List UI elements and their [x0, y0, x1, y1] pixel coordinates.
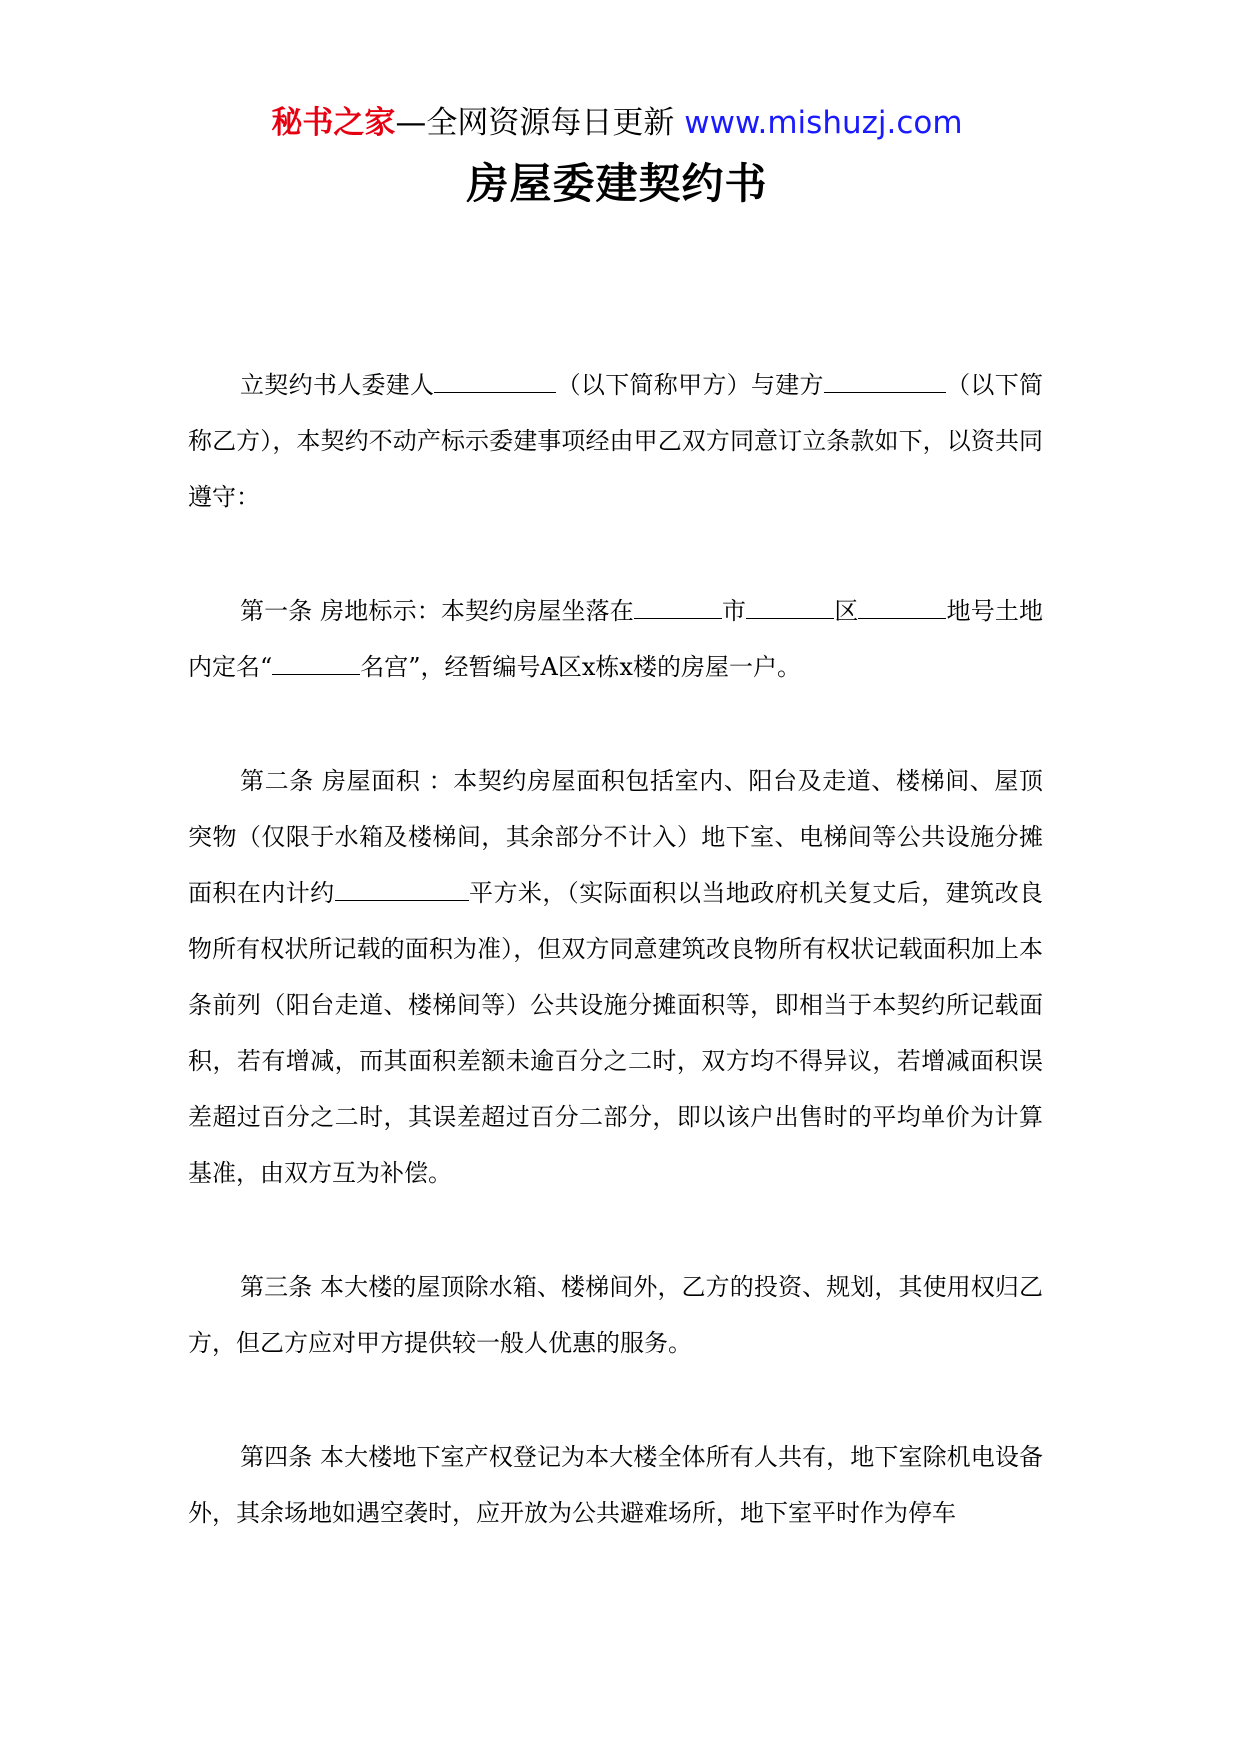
article-1-text-4: 地号土地内定名“ [188, 597, 1044, 681]
intro-paragraph [188, 357, 1043, 525]
district-blank [746, 596, 834, 619]
builder-name-blank [824, 370, 946, 393]
article-1-text-2: 市 [721, 597, 747, 625]
site-header [0, 100, 1234, 146]
article-2-paragraph [188, 753, 1043, 1201]
article-1-text-5: 名宫”，经暂编号A区x栋x楼的房屋一户。 [360, 653, 801, 681]
intro-text-1: 立契约书人委建人 [240, 371, 435, 399]
contract-body [188, 357, 1043, 1541]
article-1-paragraph [188, 583, 1043, 695]
lot-number-blank [858, 596, 946, 619]
area-blank [335, 878, 469, 901]
city-blank [634, 596, 722, 619]
article-2-text-1: 第二条 房屋面积 ：本契约房屋面积包括室内、阳台及走道、楼梯间、屋顶突物（仅限于水箱及楼梯间，其余部分不计入）地下室、电梯间等公共设施分摊面积在内计约 [188, 767, 1043, 907]
client-name-blank [434, 370, 556, 393]
article-1-text-1: 第一条 房地标示：本契约房屋坐落在 [240, 597, 634, 625]
brand-name: 秘书之家 [271, 105, 396, 141]
intro-text-2: （以下简称甲方）与建方 [556, 371, 824, 399]
article-3-paragraph: 第三条 本大楼的屋顶除水箱、楼梯间外，乙方的投资、规划，其使用权归乙方，但乙方应对甲方提供较一般人优惠的服务。 [188, 1273, 1043, 1357]
building-name-blank [272, 652, 360, 675]
article-4-paragraph: 第四条 本大楼地下室产权登记为本大楼全体所有人共有，地下室除机电设备外，其余场地如遇空袭时，应开放为公共避难场所，地下室平时作为停车 [188, 1443, 1043, 1527]
site-url-link[interactable]: www.mishuzj.com [684, 105, 963, 141]
article-1-text-3: 区 [834, 597, 859, 625]
intro-text-3: （以下简称乙方），本契约不动产标示委建事项经由甲乙双方同意订立条款如下，以资共同遵守： [188, 371, 1044, 511]
article-2-text-2: 平方米，（实际面积以当地政府机关复丈后，建筑改良物所有权状所记载的面积为准），但双方同意建筑改良物所有权状记载面积加上本条前列（阳台走道、楼梯间等）公共设施分摊面积等，即相当于本契约所记载面积，若有增减，而其面积差额未逾百分之二时，双方均不得异议，若增减面积误差超过百分之二时，其误差超过百分二部分，即以该户出售时的平均单价为计算基准，由双方互为补偿。 [188, 879, 1044, 1187]
document-title: 房屋委建契约书 [466, 159, 768, 208]
header-slogan: —全网资源每日更新 [395, 105, 685, 141]
